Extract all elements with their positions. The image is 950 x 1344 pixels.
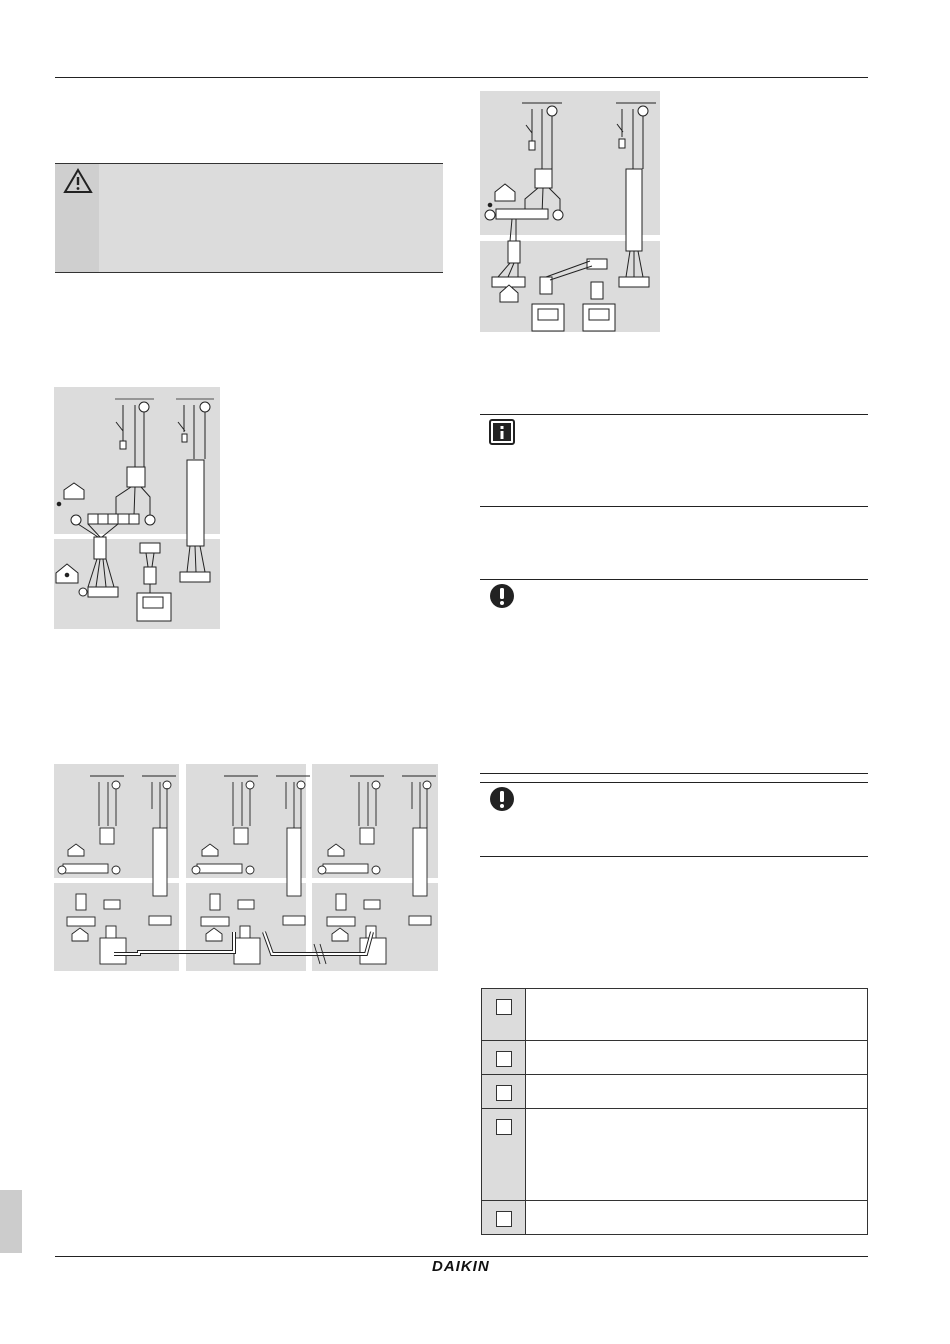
- table-row: [482, 1075, 868, 1109]
- chapter-side-tab: [0, 1190, 22, 1253]
- checklist-text-cell: [526, 1109, 868, 1201]
- checkbox-icon[interactable]: [496, 999, 512, 1015]
- checklist-text-cell: [526, 1075, 868, 1109]
- info-bottom-rule: [480, 506, 868, 507]
- table-row: [482, 1041, 868, 1075]
- checklist-text-cell: [526, 1201, 868, 1235]
- brand-logo: DAIKIN: [432, 1258, 490, 1275]
- exclamation-icon: [489, 583, 515, 609]
- header-rule: [55, 77, 868, 78]
- checkbox-cell: [482, 989, 526, 1041]
- footer-rule: [55, 1256, 868, 1257]
- checkbox-cell: [482, 1109, 526, 1201]
- checklist-text-cell: [526, 1041, 868, 1075]
- table-row: [482, 989, 868, 1041]
- wiring-diagram-three-units: [54, 764, 438, 971]
- checkbox-icon[interactable]: [496, 1051, 512, 1067]
- checkbox-icon[interactable]: [496, 1211, 512, 1227]
- checklist-text-cell: [526, 989, 868, 1041]
- checklist-table: [481, 988, 868, 1235]
- table-row: [482, 1201, 868, 1235]
- notice1-bottom-rule: [480, 773, 868, 774]
- notice2-top-rule: [480, 782, 868, 783]
- info-top-rule: [480, 414, 868, 415]
- exclamation-icon: [489, 786, 515, 812]
- wiring-diagram-two-controllers: [480, 91, 660, 332]
- checkbox-cell: [482, 1075, 526, 1109]
- information-icon: [489, 419, 515, 445]
- checkbox-icon[interactable]: [496, 1119, 512, 1135]
- checkbox-cell: [482, 1201, 526, 1235]
- notice1-top-rule: [480, 579, 868, 580]
- table-row: [482, 1109, 868, 1201]
- checkbox-icon[interactable]: [496, 1085, 512, 1101]
- warning-triangle-icon: [63, 168, 93, 194]
- checkbox-cell: [482, 1041, 526, 1075]
- wiring-diagram-single-unit: [54, 387, 220, 629]
- warning-callout: [55, 163, 443, 273]
- notice2-bottom-rule: [480, 856, 868, 857]
